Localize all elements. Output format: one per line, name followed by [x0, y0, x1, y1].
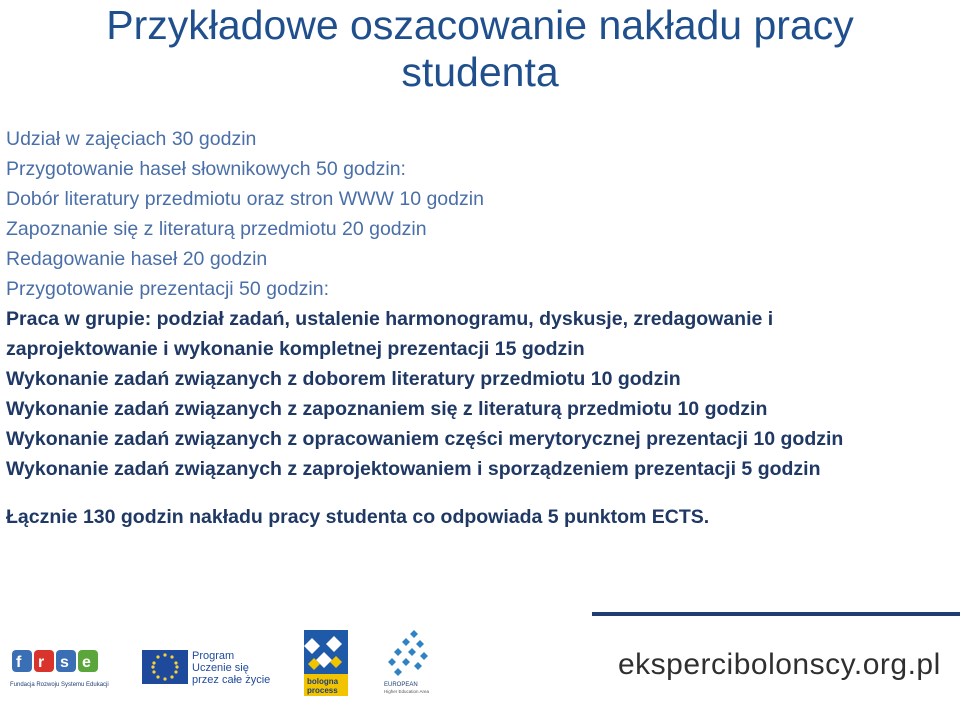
ehea-logo: [384, 628, 436, 696]
website-url[interactable]: ekspercibolonscy.org.pl: [618, 648, 941, 681]
eu-program-line-1: Program: [192, 650, 235, 662]
body-line: Praca w grupie: podział zadań, ustalenie harmonogramu, dyskusje, zredagowanie i zaprojektowanie i wykonanie kompletnej prezentacji 15 godzin: [6, 308, 774, 360]
body-line: Redagowanie haseł 20 godzin: [6, 248, 268, 270]
body-line: Udział w zajęciach 30 godzin: [6, 128, 257, 150]
frse-logo: [10, 646, 109, 698]
body-line: Wykonanie zadań związanych z opracowaniem części merytorycznej prezentacji 10 godzin: [6, 428, 844, 450]
slide-title-line-1: Przykładowe oszacowanie nakładu pracy: [106, 2, 854, 48]
bologna-text-1: bologna: [307, 677, 339, 686]
bologna-text-2: process: [307, 686, 338, 695]
body-line: Wykonanie zadań związanych z zaprojektowaniem i sporządzeniem prezentacji 5 godzin: [6, 458, 821, 480]
eu-program-line-3: przez całe życie: [192, 674, 271, 686]
svg-text:s: s: [60, 654, 69, 671]
svg-text:f: f: [16, 654, 22, 671]
slide-title: [0, 0, 960, 96]
footer-divider: [592, 612, 960, 616]
frse-caption: Fundacja Rozwoju Systemu Edukacji: [10, 682, 109, 688]
slide-body: [6, 124, 946, 532]
body-line: Przygotowanie prezentacji 50 godzin:: [6, 278, 330, 300]
body-line: Zapoznanie się z literaturą przedmiotu 20 godzin: [6, 218, 427, 240]
body-line: Wykonanie zadań związanych z zapoznaniem się z literaturą przedmiotu 10 godzin: [6, 398, 768, 420]
body-line: Przygotowanie haseł słownikowych 50 godzin:: [6, 158, 406, 180]
total-summary: Łącznie 130 godzin nakładu pracy studenta co odpowiada 5 punktom ECTS.: [6, 506, 710, 528]
svg-text:e: e: [82, 654, 91, 671]
spacer: [6, 484, 946, 502]
body-line: Wykonanie zadań związanych z doborem literatury przedmiotu 10 godzin: [6, 368, 681, 390]
eu-lifelong-learning-logo: [142, 646, 271, 690]
svg-text:r: r: [38, 654, 45, 671]
ehea-caption-2: Higher Education Area: [384, 689, 430, 694]
body-line: Dobór literatury przedmiotu oraz stron WWW 10 godzin: [6, 188, 484, 210]
eu-program-line-2: Uczenie się: [192, 662, 249, 674]
bologna-process-logo: [304, 630, 348, 696]
ehea-caption-1: EUROPEAN: [384, 682, 418, 688]
slide-title-line-2: studenta: [401, 49, 559, 95]
footer: [0, 620, 960, 700]
